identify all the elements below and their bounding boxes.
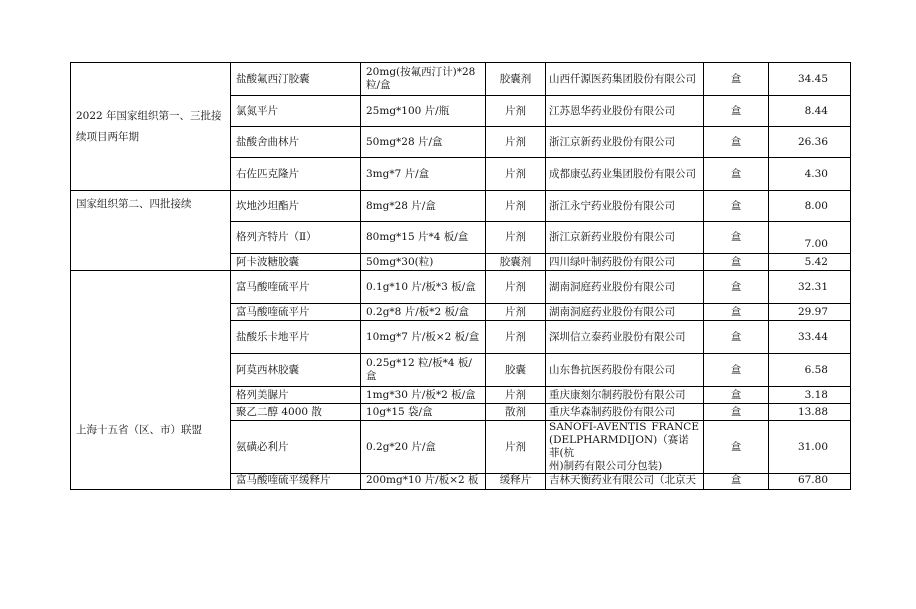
price: 4.30 [769, 158, 851, 191]
price: 6.58 [769, 354, 851, 387]
drug-name: 格列美脲片 [231, 387, 361, 404]
drug-name: 阿莫西林胶囊 [231, 354, 361, 387]
manufacturer: 重庆华森制药股份有限公司 [546, 404, 704, 421]
manufacturer [546, 421, 704, 474]
dosage-form: 片剂 [486, 421, 546, 474]
package-unit: 盒 [704, 222, 769, 254]
drug-spec: 1mg*30 片/板*2 板/盒 [361, 387, 486, 404]
drug-name: 盐酸乐卡地平片 [231, 321, 361, 354]
dosage-form: 片剂 [486, 304, 546, 321]
manufacturer-line: 州)制药有限公司分包装) [549, 460, 663, 472]
drug-name: 格列齐特片（Ⅱ） [231, 222, 361, 254]
dosage-form: 胶囊剂 [486, 254, 546, 271]
drug-price-table [70, 62, 851, 490]
dosage-form: 片剂 [486, 271, 546, 304]
drug-spec: 50mg*30(粒) [361, 254, 486, 271]
package-unit: 盒 [704, 96, 769, 127]
price: 32.31 [769, 271, 851, 304]
table-row [71, 63, 851, 96]
dosage-form: 片剂 [486, 96, 546, 127]
manufacturer: 浙江永宁药业股份有限公司 [546, 191, 704, 222]
drug-spec: 200mg*10 片/板×2 板 [361, 474, 486, 490]
drug-price-table-page [70, 62, 851, 490]
dosage-form: 片剂 [486, 127, 546, 158]
drug-name: 富马酸喹硫平片 [231, 304, 361, 321]
package-unit: 盒 [704, 271, 769, 304]
drug-spec: 8mg*28 片/盒 [361, 191, 486, 222]
price: 3.18 [769, 387, 851, 404]
dosage-form: 胶囊 [486, 354, 546, 387]
price: 8.00 [769, 191, 851, 222]
table-row [71, 191, 851, 222]
price: 31.00 [769, 421, 851, 474]
package-unit: 盒 [704, 127, 769, 158]
manufacturer: 山西仟源医药集团股份有限公司 [546, 63, 704, 96]
drug-name: 富马酸喹硫平片 [231, 271, 361, 304]
price: 29.97 [769, 304, 851, 321]
package-unit: 盒 [704, 354, 769, 387]
manufacturer-line: (DELPHARMDIJON)（赛诺菲(杭 [549, 434, 689, 459]
drug-spec: 0.2g*20 片/盒 [361, 421, 486, 474]
drug-spec: 50mg*28 片/盒 [361, 127, 486, 158]
manufacturer: 浙江京新药业股份有限公司 [546, 127, 704, 158]
price: 8.44 [769, 96, 851, 127]
group-cell: 2022 年国家组织第一、三批接续项目两年期 [71, 63, 231, 191]
drug-name: 氨磺必利片 [231, 421, 361, 474]
drug-spec: 10mg*7 片/板×2 板/盒 [361, 321, 486, 354]
manufacturer: 浙江京新药业股份有限公司 [546, 222, 704, 254]
price: 26.36 [769, 127, 851, 158]
drug-spec: 25mg*100 片/瓶 [361, 96, 486, 127]
manufacturer: 成都康弘药业集团股份有限公司 [546, 158, 704, 191]
dosage-form: 胶囊剂 [486, 63, 546, 96]
package-unit: 盒 [704, 387, 769, 404]
manufacturer: 湖南洞庭药业股份有限公司 [546, 271, 704, 304]
price: 13.88 [769, 404, 851, 421]
drug-name: 盐酸氟西汀胶囊 [231, 63, 361, 96]
manufacturer: 重庆康刻尔制药股份有限公司 [546, 387, 704, 404]
package-unit: 盒 [704, 254, 769, 271]
dosage-form: 片剂 [486, 321, 546, 354]
package-unit: 盒 [704, 158, 769, 191]
dosage-form: 片剂 [486, 191, 546, 222]
drug-name: 盐酸舍曲林片 [231, 127, 361, 158]
package-unit: 盒 [704, 191, 769, 222]
package-unit: 盒 [704, 474, 769, 490]
manufacturer: 四川绿叶制药股份有限公司 [546, 254, 704, 271]
package-unit: 盒 [704, 63, 769, 96]
drug-spec: 80mg*15 片*4 板/盒 [361, 222, 486, 254]
manufacturer: 山东鲁抗医药股份有限公司 [546, 354, 704, 387]
dosage-form: 片剂 [486, 387, 546, 404]
price: 34.45 [769, 63, 851, 96]
drug-name: 富马酸喹硫平缓释片 [231, 474, 361, 490]
drug-name: 坎地沙坦酯片 [231, 191, 361, 222]
package-unit: 盒 [704, 421, 769, 474]
drug-name: 阿卡波糖胶囊 [231, 254, 361, 271]
group-cell: 上海十五省（区、市）联盟 [71, 271, 231, 490]
package-unit: 盒 [704, 304, 769, 321]
table-row [71, 271, 851, 304]
drug-spec: 0.25g*12 粒/板*4 板/盒 [361, 354, 486, 387]
dosage-form: 散剂 [486, 404, 546, 421]
drug-spec: 10g*15 袋/盒 [361, 404, 486, 421]
price: 67.80 [769, 474, 851, 490]
drug-spec: 20mg(按氟西汀计)*28粒/盒 [361, 63, 486, 96]
dosage-form: 片剂 [486, 222, 546, 254]
manufacturer: 江苏恩华药业股份有限公司 [546, 96, 704, 127]
manufacturer: 深圳信立泰药业股份有限公司 [546, 321, 704, 354]
price: 5.42 [769, 254, 851, 271]
drug-spec: 3mg*7 片/盒 [361, 158, 486, 191]
drug-name: 聚乙二醇 4000 散 [231, 404, 361, 421]
dosage-form: 缓释片 [486, 474, 546, 490]
drug-spec: 0.2g*8 片/板*2 板/盒 [361, 304, 486, 321]
package-unit: 盒 [704, 321, 769, 354]
manufacturer: 湖南洞庭药业股份有限公司 [546, 304, 704, 321]
manufacturer: 吉林天衡药业有限公司（北京天 [546, 474, 704, 490]
drug-name: 右佐匹克隆片 [231, 158, 361, 191]
drug-spec: 0.1g*10 片/板*3 板/盒 [361, 271, 486, 304]
price: 33.44 [769, 321, 851, 354]
price: 7.00 [769, 222, 851, 254]
package-unit: 盒 [704, 404, 769, 421]
drug-name: 氯氮平片 [231, 96, 361, 127]
dosage-form: 片剂 [486, 158, 546, 191]
group-cell: 国家组织第二、四批接续 [71, 191, 231, 271]
manufacturer-line: SANOFI-AVENTIS FRANCE [549, 421, 699, 433]
